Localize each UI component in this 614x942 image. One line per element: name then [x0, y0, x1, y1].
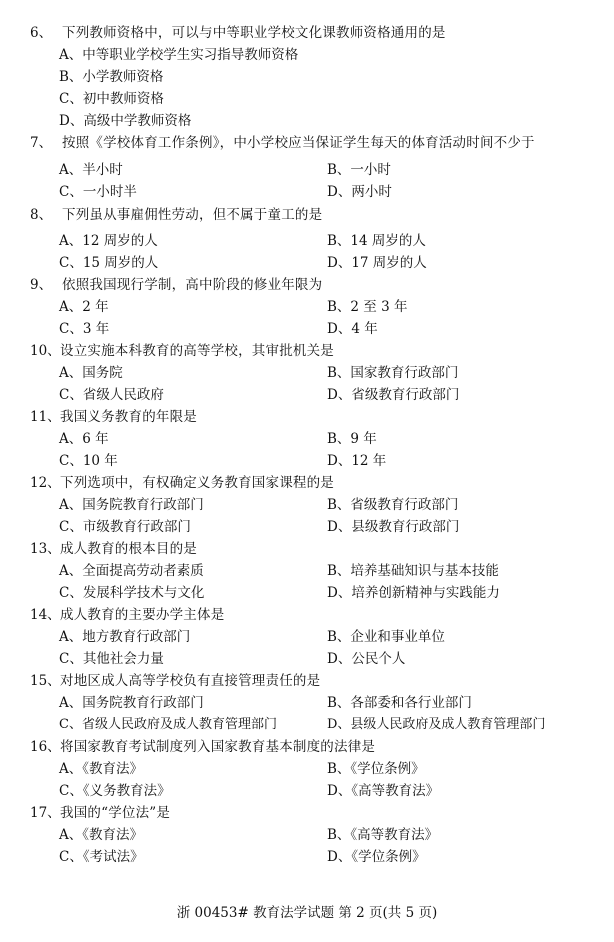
option-c: C、省级人民政府及成人教育管理部门 [59, 717, 277, 732]
question-number: 13、 [30, 541, 61, 557]
question-text: 成人教育的根本目的是 [60, 541, 197, 557]
option-a: A、国务院教育行政部门 [59, 695, 204, 711]
option-d: D、17 周岁的人 [327, 255, 427, 271]
option-a: A、国务院教育行政部门 [59, 497, 204, 513]
option-c: C、《考试法》 [59, 849, 144, 865]
question-text: 依照我国现行学制，高中阶段的修业年限为 [62, 277, 323, 293]
question-number: 15、 [30, 673, 61, 689]
option-d: D、公民个人 [327, 651, 406, 667]
question-number: 16、 [30, 739, 61, 755]
question-text: 下列教师资格中，可以与中等职业学校文化课教师资格通用的是 [62, 25, 446, 41]
option-c: C、15 周岁的人 [59, 255, 159, 271]
option-a: A、中等职业学校学生实习指导教师资格 [59, 47, 299, 63]
option-d: D、《学位条例》 [327, 849, 426, 865]
option-a: A、2 年 [59, 299, 109, 315]
question-number: 11、 [30, 409, 61, 425]
question-number: 6、 [30, 25, 53, 41]
option-a: A、地方教育行政部门 [59, 629, 191, 645]
question-text: 我国的“学位法”是 [60, 805, 171, 821]
question-text: 按照《学校体育工作条例》，中小学校应当保证学生每天的体育活动时间不少于 [62, 135, 535, 151]
question-number: 10、 [30, 343, 61, 359]
page-footer: 浙 00453# 教育法学试题 第 2 页(共 5 页) [176, 905, 438, 921]
option-d: D、县级教育行政部门 [327, 519, 460, 535]
option-c: C、发展科学技术与文化 [59, 585, 205, 601]
option-d: D、4 年 [327, 321, 378, 337]
question-text: 成人教育的主要办学主体是 [60, 607, 225, 623]
option-d: D、培养创新精神与实践能力 [327, 585, 500, 601]
option-b: B、各部委和各行业部门 [327, 695, 472, 711]
option-b: B、2 至 3 年 [327, 299, 408, 315]
option-c: C、初中教师资格 [59, 91, 164, 107]
question-text: 对地区成人高等学校负有直接管理责任的是 [60, 673, 321, 689]
question-number: 8、 [30, 207, 53, 223]
option-a: A、《教育法》 [59, 827, 143, 843]
option-a: A、全面提高劳动者素质 [59, 563, 204, 579]
option-d: D、省级教育行政部门 [327, 387, 460, 403]
option-a: A、12 周岁的人 [59, 233, 158, 249]
option-c: C、一小时半 [59, 184, 137, 200]
option-b: B、《高等教育法》 [327, 827, 439, 843]
question-text: 将国家教育考试制度列入国家教育基本制度的法律是 [60, 739, 376, 755]
option-b: B、省级教育行政部门 [327, 497, 459, 513]
option-c: C、市级教育行政部门 [59, 519, 191, 535]
option-c: C、《义务教育法》 [59, 783, 171, 799]
option-c: C、10 年 [59, 453, 118, 469]
question-number: 7、 [30, 135, 53, 151]
option-d: D、两小时 [327, 184, 392, 200]
option-b: B、小学教师资格 [59, 69, 164, 85]
option-a: A、国务院 [59, 365, 123, 381]
question-text: 下列虽从事雇佣性劳动，但不属于童工的是 [62, 207, 323, 223]
option-d: D、12 年 [327, 453, 387, 469]
question-number: 17、 [30, 805, 61, 821]
option-d: D、《高等教育法》 [327, 783, 440, 799]
question-text: 下列选项中，有权确定义务教育国家课程的是 [60, 475, 334, 491]
option-b: B、一小时 [327, 162, 391, 178]
option-b: B、企业和事业单位 [327, 629, 445, 645]
question-number: 9、 [30, 277, 53, 293]
question-text: 我国义务教育的年限是 [60, 409, 197, 425]
option-b: B、国家教育行政部门 [327, 365, 459, 381]
option-b: B、14 周岁的人 [327, 233, 426, 249]
option-c: C、其他社会力量 [59, 651, 164, 667]
option-d: D、高级中学教师资格 [59, 113, 192, 129]
option-c: C、省级人民政府 [59, 387, 164, 403]
option-a: A、6 年 [59, 431, 109, 447]
option-a: A、半小时 [59, 162, 123, 178]
question-text: 设立实施本科教育的高等学校，其审批机关是 [60, 343, 334, 359]
option-b: B、9 年 [327, 431, 377, 447]
question-number: 12、 [30, 475, 61, 491]
option-d: D、县级人民政府及成人教育管理部门 [327, 717, 546, 732]
question-number: 14、 [30, 607, 61, 623]
option-c: C、3 年 [59, 321, 110, 337]
option-b: B、培养基础知识与基本技能 [327, 563, 499, 579]
option-b: B、《学位条例》 [327, 761, 425, 777]
option-a: A、《教育法》 [59, 761, 143, 777]
